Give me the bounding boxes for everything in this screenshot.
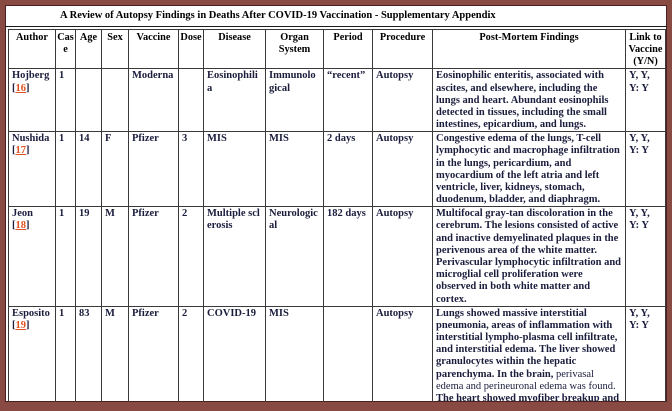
autopsy-findings-table (8, 29, 666, 411)
author-name: Jeon (12, 208, 33, 220)
author-name: Hojberg (12, 70, 50, 82)
post-mortem-findings-cell (433, 207, 626, 306)
author-cell (9, 306, 56, 411)
link-to-vaccine-cell: Y, Y, Y: Y (626, 207, 666, 306)
disease-cell: Multiple sclerosis (204, 207, 266, 306)
sex-cell: M (102, 306, 129, 411)
column-header-author: Author (9, 30, 56, 69)
findings-text: The heart showed myofiber breakup and colliquative myocytolysis. (436, 392, 620, 411)
dose-cell: 3 (179, 132, 204, 207)
vaccine-cell: Pfizer (129, 207, 179, 306)
table-body (9, 69, 666, 411)
sex-cell: F (102, 132, 129, 207)
procedure-cell: Autopsy (373, 69, 433, 132)
table-row-esposito (9, 306, 666, 411)
procedure-cell: Autopsy (373, 207, 433, 306)
column-header-organ-system: Organ System (266, 30, 324, 69)
findings-text: Lungs showed massive interstitial pneumonia, areas of inflammation with interstitial lympho-plasma cell infiltrate, and interstitial edema. The liver showed granulocytes within the hepatic parenchyma. In the brain, (436, 307, 618, 380)
findings-text: Congestive edema of the lungs, T-cell lymphocytic and macrophage infiltration in the lungs, pericardium, and myocardium of the left atria and left ventricle, liver, kidneys, stomach, duodenum, bladder, and diaphragm. (436, 133, 620, 206)
author-name: Nushida (12, 133, 50, 145)
period-cell: “recent” (324, 69, 373, 132)
disease-cell: COVID-19 (204, 306, 266, 411)
column-header-age: Age (76, 30, 102, 69)
dose-cell: 2 (179, 306, 204, 411)
column-header-disease: Disease (204, 30, 266, 69)
column-header-sex: Sex (102, 30, 129, 69)
column-header-dose: Dose (179, 30, 204, 69)
vaccine-cell: Pfizer (129, 306, 179, 411)
age-cell: 14 (76, 132, 102, 207)
citation-ref-19: [19] (12, 319, 30, 331)
organ-system-cell: Neurological (266, 207, 324, 306)
citation-link-16[interactable]: 16 (15, 82, 26, 94)
citation-ref-18: [18] (12, 220, 30, 232)
post-mortem-findings-cell (433, 132, 626, 207)
author-cell (9, 69, 56, 132)
citation-ref-17: [17] (12, 145, 30, 157)
organ-system-cell: MIS (266, 132, 324, 207)
column-header-procedure: Procedure (373, 30, 433, 69)
author-cell (9, 207, 56, 306)
findings-text: perivasal edema and perineuronal edema was found. (436, 368, 616, 392)
case-cell: 1 (56, 69, 76, 132)
period-cell: 182 days (324, 207, 373, 306)
period-cell: 2 days (324, 132, 373, 207)
column-header-vaccine: Vaccine (129, 30, 179, 69)
case-cell: 1 (56, 132, 76, 207)
age-cell (76, 69, 102, 132)
column-header-case: Case (56, 30, 76, 69)
link-to-vaccine-cell: Y, Y, Y: Y (626, 306, 666, 411)
procedure-cell: Autopsy (373, 306, 433, 411)
vaccine-cell: Pfizer (129, 132, 179, 207)
disease-cell: MIS (204, 132, 266, 207)
vaccine-cell: Moderna (129, 69, 179, 132)
citation-link-18[interactable]: 18 (15, 220, 26, 232)
document-title: A Review of Autopsy Findings in Deaths After COVID-19 Vaccination - Supplementary Appendix (60, 10, 496, 21)
disease-cell: Eosinophilia (204, 69, 266, 132)
column-header-link-to-vaccine-y-n: Link to Vaccine (Y/N) (626, 30, 666, 69)
column-header-post-mortem-findings: Post-Mortem Findings (433, 30, 626, 69)
findings-text: Eosinophilic enteritis, associated with ascites, and elsewhere, including the lungs and heart. Abundant eosinophils detected in tissues, including the small intestines, epicardium, and lungs. (436, 70, 609, 131)
age-cell: 83 (76, 306, 102, 411)
post-mortem-findings-cell (433, 306, 626, 411)
table-row-jeon (9, 207, 666, 306)
table-row-nushida (9, 132, 666, 207)
case-cell: 1 (56, 306, 76, 411)
post-mortem-findings-cell (433, 69, 626, 132)
period-cell (324, 306, 373, 411)
findings-text: Multifocal gray-tan discoloration in the cerebrum. The lesions consisted of active and inactive demyelinated plaques in the perivenous area of the white matter. Perivascular lymphocytic infiltration and microglial cell proliferation were observed in both white matter and cortex. (436, 208, 622, 305)
dose-cell (179, 69, 204, 132)
link-to-vaccine-cell: Y, Y, Y: Y (626, 69, 666, 132)
citation-link-17[interactable]: 17 (15, 145, 26, 157)
citation-link-19[interactable]: 19 (15, 319, 26, 331)
link-to-vaccine-cell: Y, Y, Y: Y (626, 132, 666, 207)
case-cell: 1 (56, 207, 76, 306)
dose-cell: 2 (179, 207, 204, 306)
sex-cell: M (102, 207, 129, 306)
author-name: Esposito (12, 307, 50, 319)
table-header-row (9, 30, 666, 69)
organ-system-cell: Immunological (266, 69, 324, 132)
column-header-period: Period (324, 30, 373, 69)
table-row-hojberg (9, 69, 666, 132)
title-bar (5, 5, 667, 27)
sex-cell (102, 69, 129, 132)
citation-ref-16: [16] (12, 82, 30, 94)
author-cell (9, 132, 56, 207)
procedure-cell: Autopsy (373, 132, 433, 207)
organ-system-cell: MIS (266, 306, 324, 411)
age-cell: 19 (76, 207, 102, 306)
